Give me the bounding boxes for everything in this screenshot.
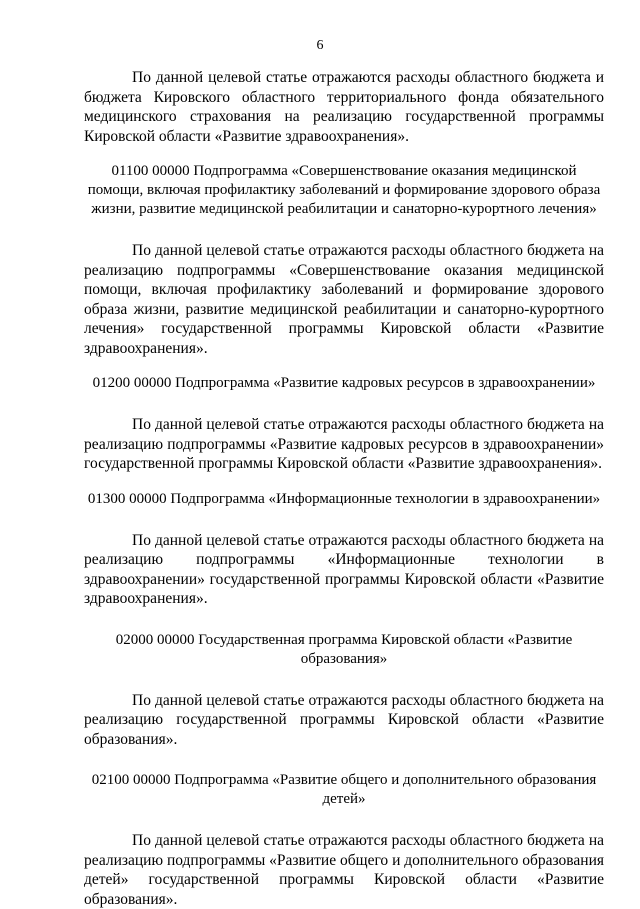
paragraph-subprogram-01300: По данной целевой статье отражаются расходы областного бюджета на реализацию подпрограммы «Информационные технологии в здравоохранении» государственной программы Кировской области «Развитие здравоохранения». — [84, 531, 604, 607]
paragraph-subprogram-01100: По данной целевой статье отражаются расходы областного бюджета на реализацию подпрограммы «Совершенствование оказания медицинской помощи, включая профилактику заболеваний и формирование здорового образа жизни, развитие медицинской реабилитации и санаторно-курортного лечения» государственной программы Кировской области «Развитие здравоохранения». — [84, 242, 604, 357]
paragraph-program-02000: По данной целевой статье отражаются расходы областного бюджета на реализацию государственной программы Кировской области «Развитие образования». — [84, 691, 604, 748]
heading-subprogram-01100: 01100 00000 Подпрограмма «Совершенствование оказания медицинской помощи, включая профилактику заболеваний и формирование здорового образа жизни, развитие медицинской реабилитации и санаторно-курортного лечения» — [87, 163, 601, 217]
document-body — [84, 68, 604, 909]
paragraph-subprogram-02100: По данной целевой статье отражаются расходы областного бюджета на реализацию подпрограммы «Развитие общего и дополнительного образования детей» государственной программы Кировской области «Развитие образования». — [84, 832, 604, 908]
heading-subprogram-01200: 01200 00000 Подпрограмма «Развитие кадровых ресурсов в здравоохранении» — [92, 375, 596, 391]
page-number: 6 — [316, 38, 324, 53]
heading-subprogram-01300: 01300 00000 Подпрограмма «Информационные технологии в здравоохранении» — [87, 490, 601, 507]
heading-subprogram-02100: 02100 00000 Подпрограмма «Развитие общего и дополнительного образования детей» — [91, 772, 597, 807]
paragraph-subprogram-01200: По данной целевой статье отражаются расходы областного бюджета на реализацию подпрограммы «Развитие кадровых ресурсов в здравоохранении» государственной программы Кировской области «Развитие здравоохранения». — [84, 416, 604, 472]
heading-program-02000: 02000 00000 Государственная программа Кировской области «Развитие образования» — [115, 631, 573, 667]
paragraph-healthcare-program: По данной целевой статье отражаются расходы областного бюджета и бюджета Кировского областного территориального фонда обязательного медицинского страхования на реализацию государственной программы Кировской области «Развитие здравоохранения». — [84, 69, 604, 145]
